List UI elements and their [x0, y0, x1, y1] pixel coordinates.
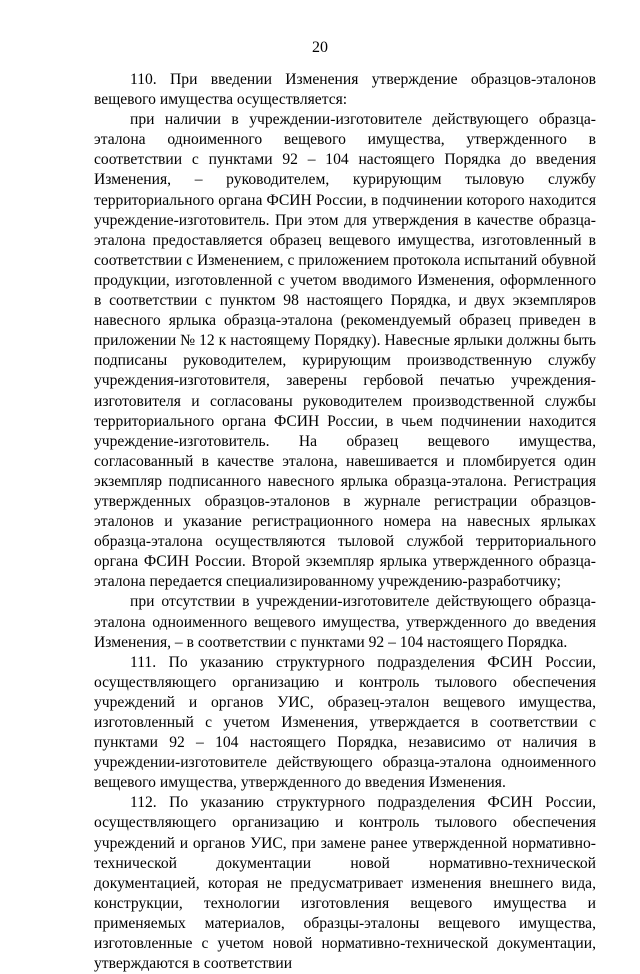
document-body	[94, 70, 596, 974]
paragraph-112: 112. По указанию структурного подразделения ФСИН России, осуществляющего организацию и контроль тылового обеспечения учреждений и органов УИС, при замене ранее утвержденной нормативно-технической документации новой нормативно-технической документацией, которая не предусматривает изменения внешнего вида, конструкции, технологии изготовления вещевого имущества и применяемых материалов, образцы-эталоны вещевого имущества, изготовленные с учетом новой нормативно-технической документации, утверждаются в соответствии	[94, 794, 596, 973]
paragraph-110-without-existing-sample: при отсутствии в учреждении-изготовителе действующего образца-эталона одноименного вещевого имущества, утвержденного до введения Изменения, – в соответствии с пунктами 92 – 104 настоящего Порядка.	[94, 593, 596, 651]
paragraph-110-with-existing-sample: при наличии в учреждении-изготовителе действующего образца-эталона одноименного вещевого имущества, утвержденного в соответствии с пунктами 92 – 104 настоящего Порядка до введения Изменения, – руководителем, курирующим тыловую службу территориального органа ФСИН России, в подчинении которого находится учреждение-изготовитель. При этом для утверждения в качестве образца-эталона предоставляется образец вещевого имущества, изготовленный в соответствии с Изменением, с приложением протокола испытаний обувной продукции, изготовленной с учетом вводимого Изменения, оформленного в соответствии с пунктом 98 настоящего Порядка, и двух экземпляров навесного ярлыка образца-эталона (рекомендуемый образец приведен в приложении № 12 к настоящему Порядку). Навесные ярлыки должны быть подписаны руководителем, курирующим производственную службу учреждения-изготовителя, заверены гербовой печатью учреждения-изготовителя и согласованы руководителем производственной службы территориального органа ФСИН России, в чьем подчинении находится учреждение-изготовитель. На образец вещевого имущества, согласованный в качестве эталона, навешивается и пломбируется один экземпляр подписанного навесного ярлыка образца-эталона. Регистрация утвержденных образцов-эталонов в журнале регистрации образцов-эталонов и указание регистрационного номера на навесных ярлыках образца-эталона осуществляются тыловой службой территориального органа ФСИН России. Второй экземпляр ярлыка утвержденного образца-эталона передается специализированному учреждению-разработчику;	[94, 111, 596, 591]
paragraph-111: 111. По указанию структурного подразделения ФСИН России, осуществляющего организацию и контроль тылового обеспечения учреждений и органов УИС, образец-эталон вещевого имущества, изготовленный с учетом Изменения, утверждается в соответствии с пунктами 92 – 104 настоящего Порядка, независимо от наличия в учреждении-изготовителе действующего образца-эталона одноименного вещевого имущества, утвержденного до введения Изменения.	[94, 653, 596, 792]
paragraph-110-intro: 110. При введении Изменения утверждение образцов-эталонов вещевого имущества осуществляется:	[94, 71, 596, 109]
page-number: 20	[312, 39, 328, 56]
